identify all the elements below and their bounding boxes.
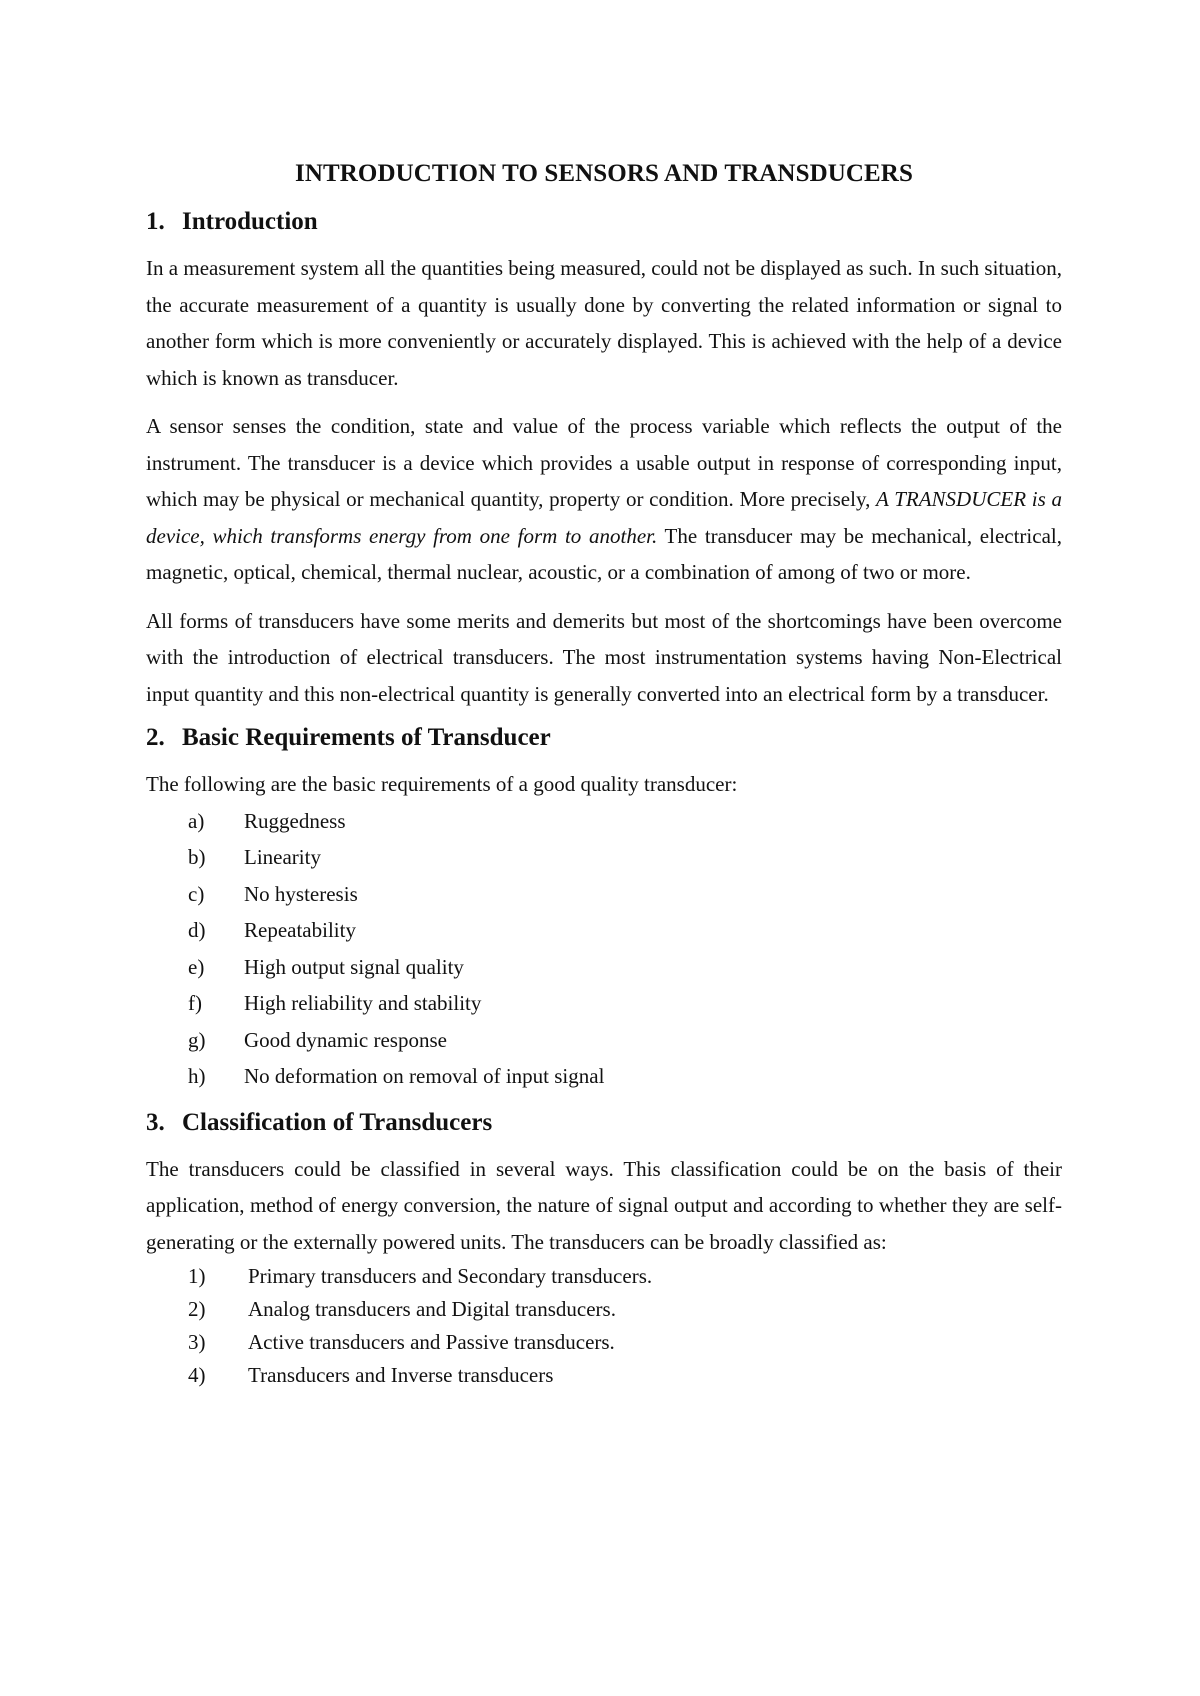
paragraph-text: A sensor senses the condition, state and value of the process variable which reflects the output of the instrument. The transducer is a device which provides a usable output in response of corresponding input, which may be physical or mechanical quantity, property or condition. More precisely, — [146, 414, 1062, 511]
list-marker: g) — [188, 1027, 206, 1052]
paragraph: In a measurement system all the quantities being measured, could not be displayed as such. In such situation, the accurate measurement of a quantity is usually done by converting the related information or signal to another form which is more conveniently or accurately displayed. This is achieved with the help of a device which is known as transducer. — [146, 256, 1062, 390]
section-heading-classification — [146, 1109, 1062, 1137]
list-item-text: Good dynamic response — [244, 1027, 447, 1052]
list-item-text: Active transducers and Passive transducers. — [248, 1330, 615, 1354]
section-number: 3. — [146, 1108, 165, 1136]
list-item — [146, 876, 1062, 913]
section-number: 2. — [146, 724, 165, 751]
list-item-text: Primary transducers and Secondary transducers. — [248, 1264, 653, 1288]
list-item-text: No deformation on removal of input signal — [244, 1064, 605, 1088]
list-item — [146, 1359, 1062, 1392]
requirements-list — [146, 803, 1062, 1095]
document-title: INTRODUCTION TO SENSORS AND TRANSDUCERS — [295, 160, 913, 187]
section-heading-introduction — [146, 208, 1062, 236]
section-number: 1. — [146, 208, 165, 235]
list-marker: 2) — [188, 1297, 206, 1321]
list-item — [146, 1293, 1062, 1326]
list-marker: 3) — [188, 1330, 206, 1354]
list-item-text: No hysteresis — [244, 881, 358, 906]
list-item — [146, 985, 1062, 1022]
list-marker: a) — [188, 808, 205, 833]
list-marker: d) — [188, 918, 206, 942]
list-marker: b) — [188, 845, 206, 869]
paragraph — [146, 408, 1062, 591]
list-item-text: Ruggedness — [244, 808, 346, 833]
list-item — [146, 1058, 1062, 1095]
paragraph: The following are the basic requirements of a good quality transducer: — [146, 772, 738, 796]
transducer-definition: A TRANSDUCER is a device, which transforms energy from one form to another. — [146, 487, 1062, 548]
list-item — [146, 1022, 1062, 1059]
list-item-text: Analog transducers and Digital transducers. — [248, 1297, 616, 1321]
list-item — [146, 1326, 1062, 1359]
list-marker: f) — [188, 991, 202, 1015]
section-title: Classification of Transducers — [182, 1108, 493, 1136]
list-item-text: High output signal quality — [244, 954, 464, 979]
list-marker: e) — [188, 954, 205, 979]
paragraph-text: The transducer may be mechanical, electrical, magnetic, optical, chemical, thermal nuclear, acoustic, or a combination of among of two or more. — [146, 523, 1062, 584]
list-item — [146, 803, 1062, 840]
section-heading-basic-requirements — [146, 724, 1062, 752]
list-marker: c) — [188, 881, 205, 906]
list-item-text: Linearity — [244, 845, 321, 869]
list-item — [146, 912, 1062, 949]
list-item — [146, 949, 1062, 986]
list-item — [146, 1260, 1062, 1293]
paragraph: All forms of transducers have some merits and demerits but most of the shortcomings have been overcome with the introduction of electrical transducers. The most instrumentation systems having Non-Electrical input quantity and this non-electrical quantity is generally converted into an electrical form by a transducer. — [146, 608, 1062, 706]
paragraph: The transducers could be classified in several ways. This classification could be on the basis of their application, method of energy conversion, the nature of signal output and according to whether they are self-generating or the externally powered units. The transducers can be broadly classified as: — [146, 1156, 1062, 1254]
list-item-text: Transducers and Inverse transducers — [248, 1363, 554, 1387]
list-item-text: High reliability and stability — [244, 991, 482, 1015]
list-item — [146, 839, 1062, 876]
list-marker: 1) — [188, 1264, 206, 1288]
section-title: Introduction — [182, 208, 318, 235]
list-marker: h) — [188, 1064, 206, 1088]
list-item-text: Repeatability — [244, 918, 356, 942]
list-marker: 4) — [188, 1363, 206, 1387]
classification-list — [146, 1260, 1062, 1392]
section-title: Basic Requirements of Transducer — [182, 724, 551, 751]
document-page — [146, 160, 1062, 1406]
